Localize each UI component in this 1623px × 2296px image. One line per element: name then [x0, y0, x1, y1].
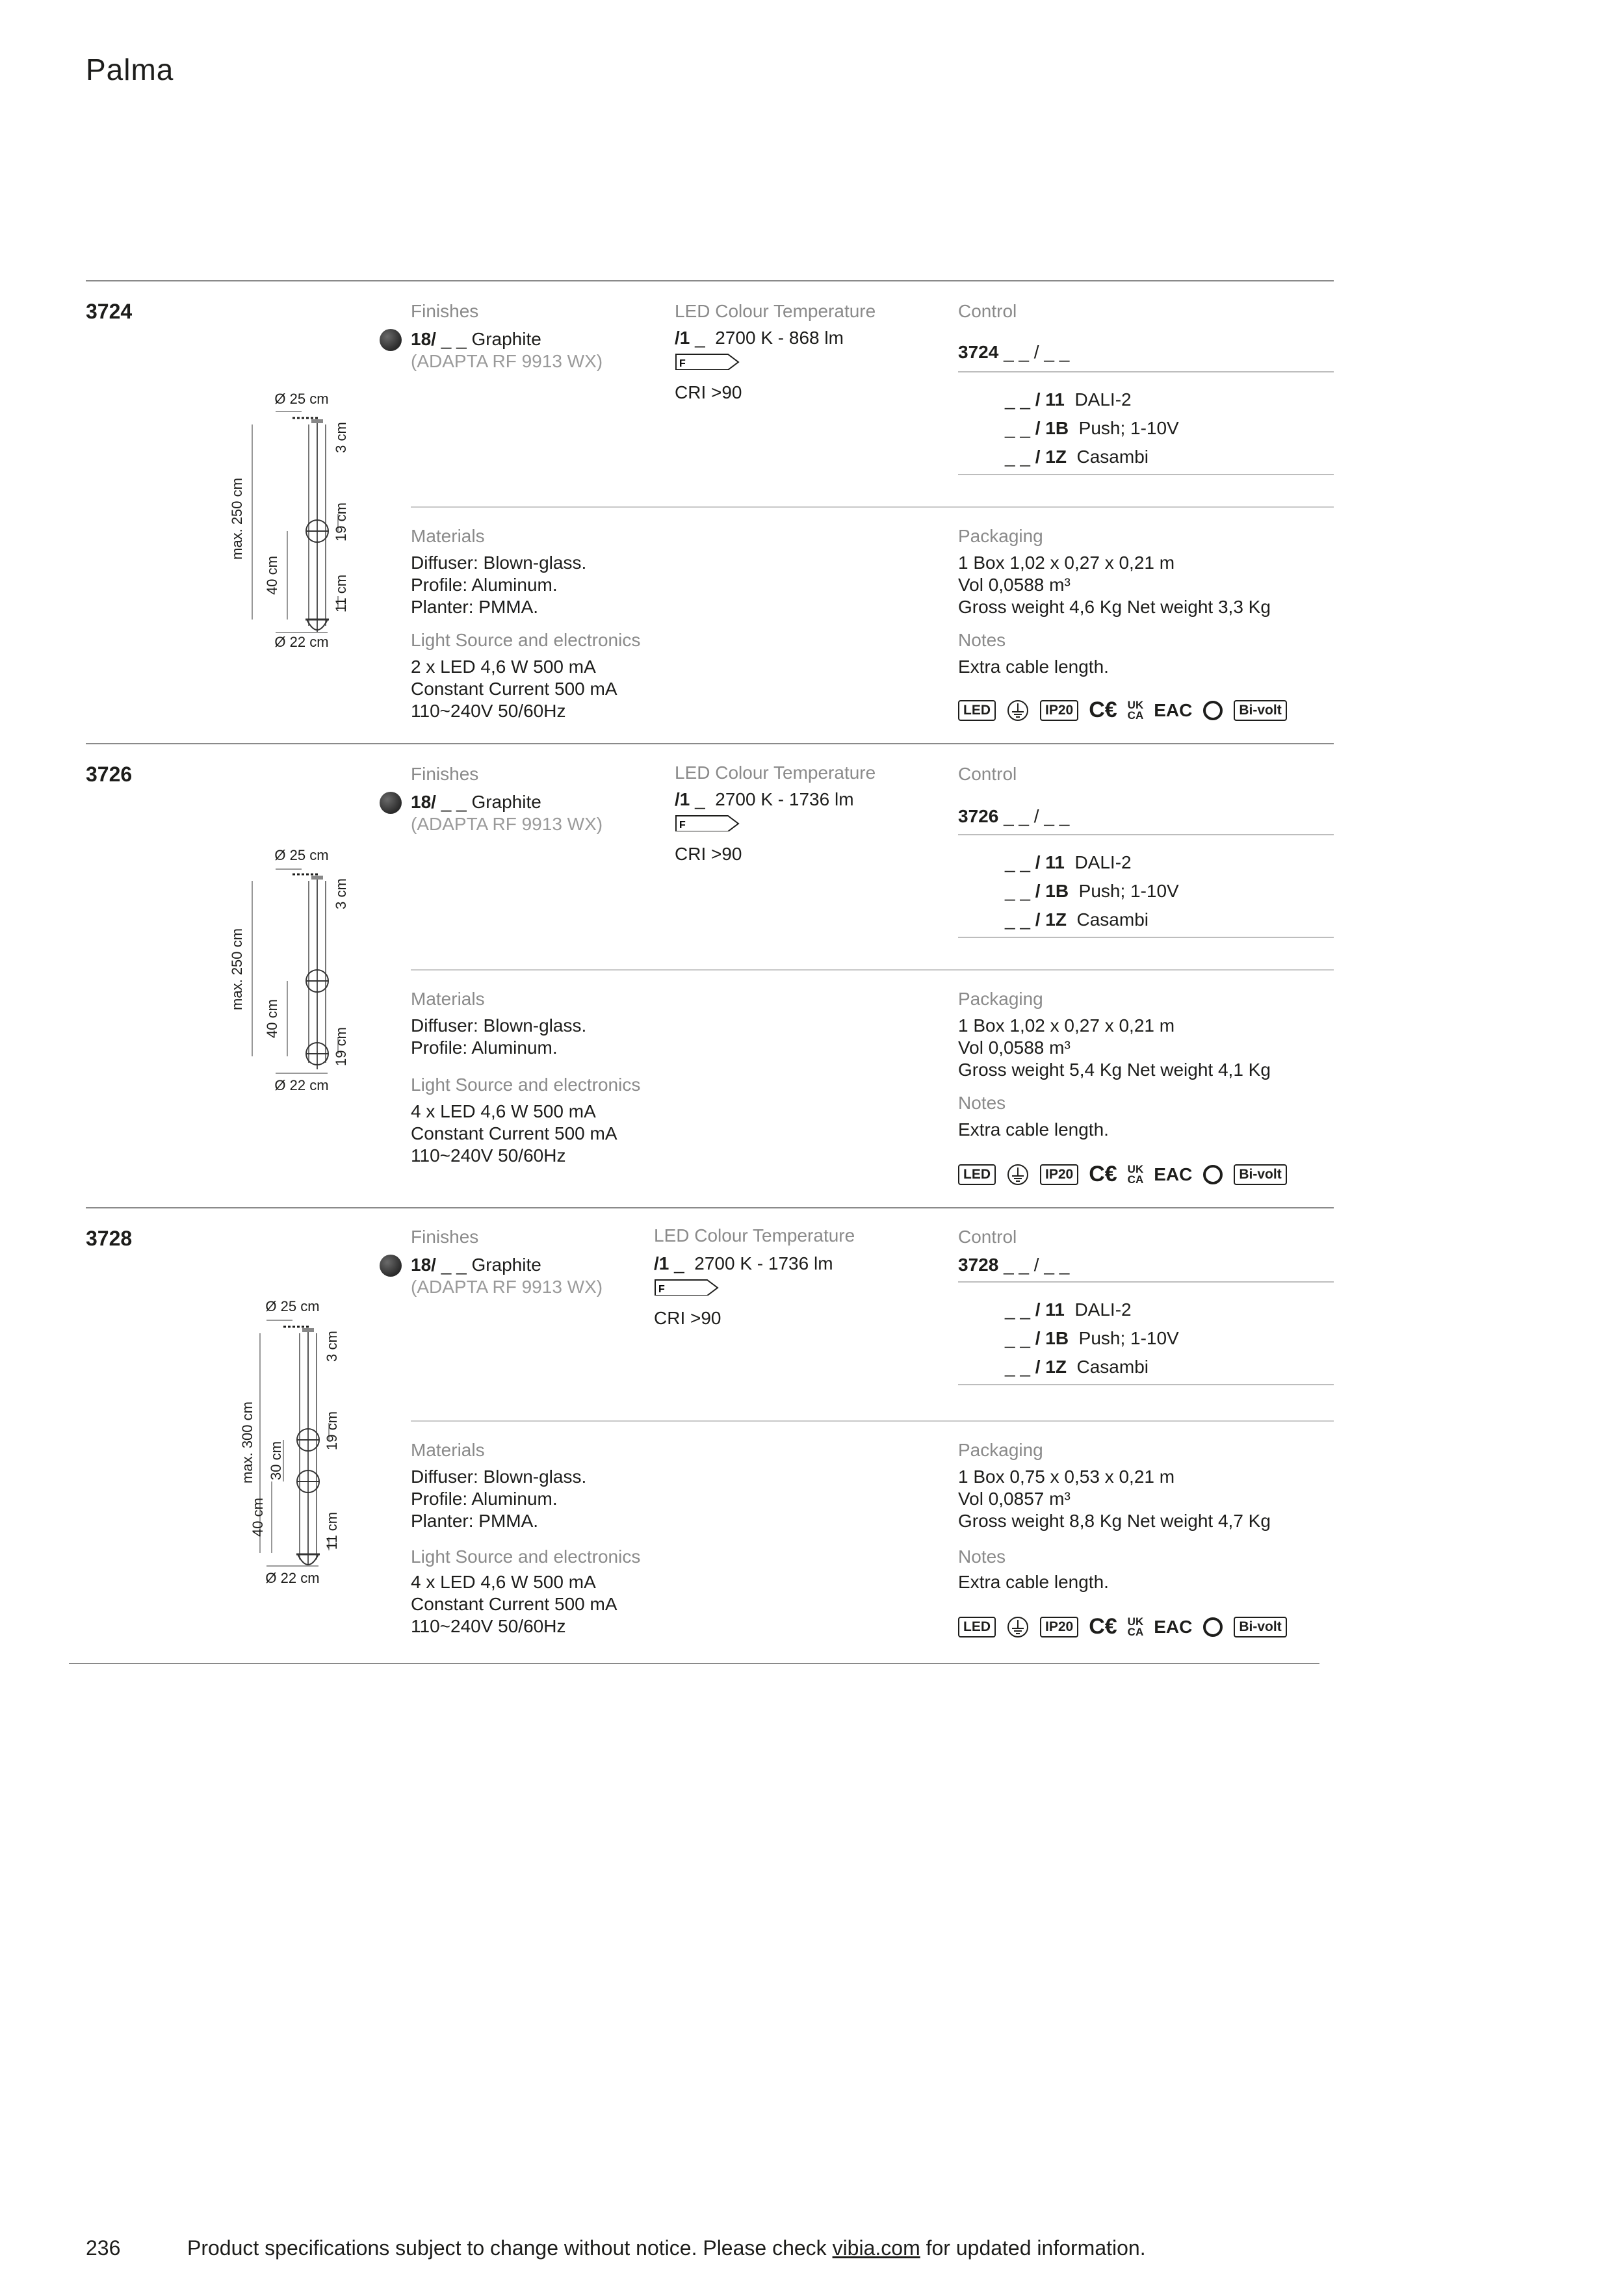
cri-value: CRI >90	[675, 382, 742, 402]
packaging-line: Vol 0,0857 m³	[958, 1489, 1071, 1509]
bivolt-badge: Bi-volt	[1234, 1617, 1286, 1637]
ground-icon	[1006, 699, 1030, 722]
svg-text:F: F	[679, 820, 686, 831]
packaging-line: 1 Box 0,75 x 0,53 x 0,21 m	[958, 1467, 1175, 1487]
control-option-casambi: _ _ / 1Z Casambi	[1005, 909, 1149, 930]
light-source-line: 110~240V 50/60Hz	[411, 1616, 566, 1636]
product-code: 3724	[86, 300, 133, 323]
ip20-badge: IP20	[1040, 700, 1078, 721]
dim-max-height: max. 250 cm	[229, 928, 245, 1010]
ukca-mark: UK CA	[1127, 1615, 1144, 1638]
page-number: 236	[86, 2236, 121, 2260]
control-divider	[958, 371, 1334, 372]
light-source-line: 110~240V 50/60Hz	[411, 1145, 566, 1166]
finishes-label: Finishes	[411, 764, 479, 784]
dim-11: 11 cm	[333, 574, 349, 613]
notes-text: Extra cable length.	[958, 1119, 1109, 1140]
ce-mark: C€	[1089, 1162, 1117, 1186]
light-source-line: 110~240V 50/60Hz	[411, 701, 566, 721]
product-drawing	[125, 842, 398, 1115]
temperature-line: /1 _ 2700 K - 1736 lm	[654, 1253, 833, 1273]
recycle-icon	[1202, 1164, 1223, 1185]
notes-text: Extra cable length.	[958, 1572, 1109, 1592]
dim-3: 3 cm	[333, 422, 349, 453]
finish-note: (ADAPTA RF 9913 WX)	[411, 814, 603, 834]
graphite-swatch	[380, 329, 402, 351]
ukca-mark: UK CA	[1127, 1162, 1144, 1186]
led-colour-label: LED Colour Temperature	[675, 763, 876, 783]
temperature-line: /1 _ 2700 K - 868 lm	[675, 328, 844, 348]
energy-class-icon	[675, 815, 740, 831]
dim-max-height: max. 300 cm	[239, 1402, 255, 1483]
material-line: Profile: Aluminum.	[411, 1037, 558, 1058]
product-3724	[86, 280, 1334, 743]
control-code: 3726 _ _ / _ _	[958, 806, 1070, 826]
light-source-line: 4 x LED 4,6 W 500 mA	[411, 1572, 596, 1592]
dim-3: 3 cm	[333, 878, 349, 909]
packaging-line: Gross weight 5,4 Kg Net weight 4,1 Kg	[958, 1060, 1271, 1080]
notes-label: Notes	[958, 1093, 1006, 1113]
material-line: Diffuser: Blown-glass.	[411, 1015, 587, 1036]
dim-3: 3 cm	[324, 1331, 340, 1362]
led-badge: LED	[958, 700, 996, 721]
product-3726	[86, 743, 1334, 1207]
control-code: 3728 _ _ / _ _	[958, 1255, 1070, 1275]
dim-30: 30 cm	[268, 1441, 284, 1480]
cri-value: CRI >90	[675, 844, 742, 864]
packaging-line: Gross weight 4,6 Kg Net weight 3,3 Kg	[958, 597, 1271, 617]
control-label: Control	[958, 301, 1017, 321]
control-option-dali: _ _ / 11 DALI-2	[1005, 389, 1132, 410]
led-badge: LED	[958, 1164, 996, 1185]
recycle-icon	[1202, 1617, 1223, 1637]
certification-row	[958, 1614, 1287, 1639]
energy-class-icon	[675, 353, 740, 370]
material-line: Diffuser: Blown-glass.	[411, 553, 587, 573]
packaging-line: 1 Box 1,02 x 0,27 x 0,21 m	[958, 1015, 1175, 1036]
certification-row	[958, 1162, 1287, 1187]
cri-value: CRI >90	[654, 1308, 721, 1328]
finishes-label: Finishes	[411, 301, 479, 321]
dim-40: 40 cm	[264, 556, 280, 595]
ukca-mark: UK CA	[1127, 698, 1144, 722]
materials-label: Materials	[411, 1440, 485, 1460]
finish-line: 18/ _ _ Graphite	[411, 792, 541, 812]
finish-note: (ADAPTA RF 9913 WX)	[411, 1277, 603, 1297]
graphite-swatch	[380, 792, 402, 814]
material-line: Planter: PMMA.	[411, 597, 539, 617]
notes-label: Notes	[958, 1546, 1006, 1567]
materials-label: Materials	[411, 989, 485, 1009]
packaging-line: Vol 0,0588 m³	[958, 575, 1071, 595]
footer-text-end: for updated information.	[920, 2236, 1146, 2260]
control-divider	[958, 1281, 1334, 1283]
notes-text: Extra cable length.	[958, 657, 1109, 677]
material-line: Profile: Aluminum.	[411, 575, 558, 595]
ce-mark: C€	[1089, 1614, 1117, 1639]
dim-19: 19 cm	[333, 502, 349, 541]
control-divider	[958, 834, 1334, 835]
footer	[86, 2236, 1146, 2260]
led-badge: LED	[958, 1617, 996, 1637]
light-source-line: Constant Current 500 mA	[411, 1123, 617, 1143]
vibia-link[interactable]: vibia.com	[832, 2236, 920, 2260]
product-code: 3726	[86, 763, 133, 786]
notes-label: Notes	[958, 630, 1006, 650]
eac-mark: EAC	[1154, 1164, 1193, 1184]
control-option-push: _ _ / 1B Push; 1-10V	[1005, 418, 1179, 438]
section-divider	[411, 506, 1334, 508]
eac-mark: EAC	[1154, 699, 1193, 720]
dim-19: 19 cm	[324, 1411, 340, 1450]
graphite-swatch	[380, 1255, 402, 1277]
finishes-label: Finishes	[411, 1227, 479, 1247]
product-3728	[86, 1207, 1334, 1662]
material-line: Planter: PMMA.	[411, 1511, 539, 1531]
packaging-line: Gross weight 8,8 Kg Net weight 4,7 Kg	[958, 1511, 1271, 1531]
light-source-label: Light Source and electronics	[411, 1075, 641, 1095]
page-title: Palma	[86, 53, 174, 86]
material-line: Profile: Aluminum.	[411, 1489, 558, 1509]
dim-top-diameter: Ø 25 cm	[274, 391, 329, 407]
control-divider	[958, 474, 1334, 475]
light-source-label: Light Source and electronics	[411, 1546, 641, 1567]
control-label: Control	[958, 1227, 1017, 1247]
certification-row	[958, 698, 1287, 723]
light-source-line: Constant Current 500 mA	[411, 679, 617, 699]
dim-top-diameter: Ø 25 cm	[274, 847, 329, 863]
ground-icon	[1006, 1615, 1030, 1639]
control-option-casambi: _ _ / 1Z Casambi	[1005, 447, 1149, 467]
energy-class-icon	[654, 1279, 719, 1296]
control-option-dali: _ _ / 11 DALI-2	[1005, 852, 1132, 872]
recycle-icon	[1202, 700, 1223, 721]
dim-bottom-diameter: Ø 22 cm	[274, 634, 329, 650]
packaging-line: Vol 0,0588 m³	[958, 1037, 1071, 1058]
eac-mark: EAC	[1154, 1616, 1193, 1637]
packaging-line: 1 Box 1,02 x 0,27 x 0,21 m	[958, 553, 1175, 573]
led-colour-label: LED Colour Temperature	[654, 1225, 855, 1246]
packaging-label: Packaging	[958, 526, 1043, 546]
svg-text:F: F	[658, 1284, 665, 1295]
control-divider	[958, 937, 1334, 938]
ground-icon	[1006, 1163, 1030, 1186]
dim-11: 11 cm	[324, 1511, 340, 1550]
control-label: Control	[958, 764, 1017, 784]
footer-text: Product specifications subject to change without notice. Please check	[187, 2236, 833, 2260]
control-option-push: _ _ / 1B Push; 1-10V	[1005, 881, 1179, 901]
finish-line: 18/ _ _ Graphite	[411, 1255, 541, 1275]
materials-label: Materials	[411, 526, 485, 546]
dim-max-height: max. 250 cm	[229, 478, 245, 560]
product-drawing	[125, 385, 398, 659]
ip20-badge: IP20	[1040, 1617, 1078, 1637]
light-source-line: Constant Current 500 mA	[411, 1594, 617, 1614]
led-colour-label: LED Colour Temperature	[675, 301, 876, 321]
dim-19: 19 cm	[333, 1027, 349, 1066]
packaging-label: Packaging	[958, 1440, 1043, 1460]
section-divider	[411, 1420, 1334, 1422]
bivolt-badge: Bi-volt	[1234, 700, 1286, 721]
control-divider	[958, 1384, 1334, 1385]
temperature-line: /1 _ 2700 K - 1736 lm	[675, 789, 854, 809]
dim-40: 40 cm	[250, 1498, 266, 1537]
bivolt-badge: Bi-volt	[1234, 1164, 1286, 1185]
dim-top-diameter: Ø 25 cm	[265, 1298, 320, 1314]
packaging-label: Packaging	[958, 989, 1043, 1009]
control-option-casambi: _ _ / 1Z Casambi	[1005, 1357, 1149, 1377]
light-source-label: Light Source and electronics	[411, 630, 641, 650]
light-source-line: 4 x LED 4,6 W 500 mA	[411, 1101, 596, 1121]
dim-bottom-diameter: Ø 22 cm	[274, 1077, 329, 1093]
section-divider	[411, 969, 1334, 971]
ce-mark: C€	[1089, 698, 1117, 722]
finish-note: (ADAPTA RF 9913 WX)	[411, 351, 603, 371]
finish-line: 18/ _ _ Graphite	[411, 329, 541, 349]
light-source-line: 2 x LED 4,6 W 500 mA	[411, 657, 596, 677]
dim-40: 40 cm	[264, 999, 280, 1038]
product-drawing	[125, 1293, 398, 1605]
ip20-badge: IP20	[1040, 1164, 1078, 1185]
material-line: Diffuser: Blown-glass.	[411, 1467, 587, 1487]
svg-text:F: F	[679, 358, 686, 369]
control-code: 3724 _ _ / _ _	[958, 342, 1070, 362]
control-option-push: _ _ / 1B Push; 1-10V	[1005, 1328, 1179, 1348]
bottom-rule	[69, 1663, 1319, 1664]
product-code: 3728	[86, 1227, 133, 1250]
control-option-dali: _ _ / 11 DALI-2	[1005, 1299, 1132, 1320]
dim-bottom-diameter: Ø 22 cm	[265, 1570, 320, 1586]
